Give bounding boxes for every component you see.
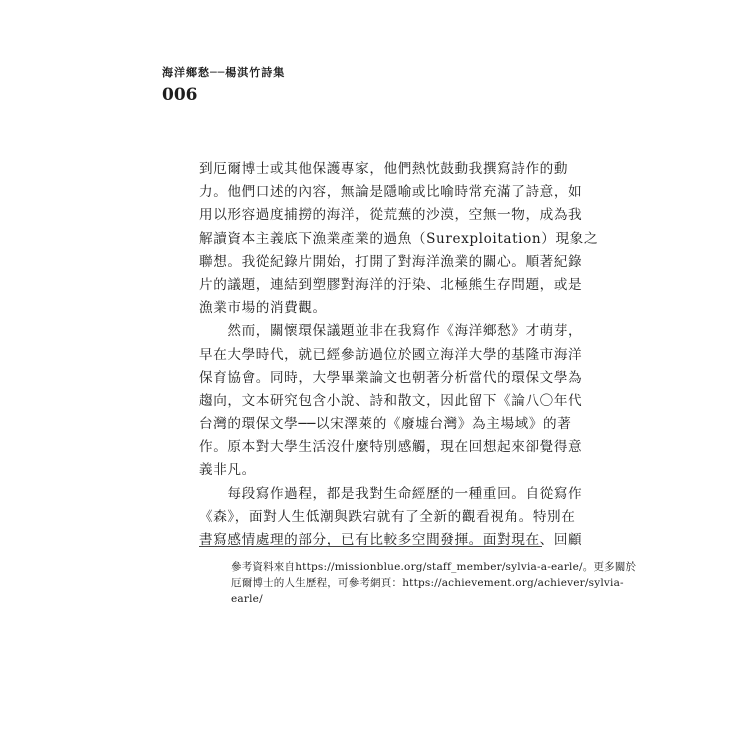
footnote-line: 參考資料來自https://missionblue.org/staff_member/sylvia-a-earle/。更多關於 (231, 561, 637, 573)
body-text-line: 早在大學時代，就已經參訪過位於國立海洋大學的基隆市海洋 (199, 346, 583, 363)
running-title: 海洋鄉愁──楊淇竹詩集 (162, 66, 286, 79)
body-text-line: 趨向，文本研究包含小說、詩和散文，因此留下《論八〇年代 (199, 392, 583, 409)
body-text-line: 漁業市場的消費觀。 (199, 300, 327, 317)
footnote-line: 厄爾博士的人生歷程，可參考網頁：https://achievement.org/achiever/sylvia- (231, 577, 624, 589)
page-number: 006 (162, 85, 198, 105)
body-text-line: 作。原本對大學生活沒什麼特別感觸，現在回想起來卻覺得意 (199, 439, 583, 456)
footnote (231, 559, 637, 607)
body-text-line: 然而，關懷環保議題並非在我寫作《海洋鄉愁》才萌芽， (199, 323, 583, 340)
body-text-line: 義非凡。 (199, 462, 256, 479)
footnote-divider (199, 546, 542, 547)
body-text-line: 解讀資本主義底下漁業產業的過魚（Surexploitation）現象之 (199, 230, 599, 247)
body-text-line: 台灣的環保文學──以宋澤萊的《廢墟台灣》為主場域》的著 (199, 416, 572, 433)
body-text-line: 用以形容過度捕撈的海洋，從荒蕪的沙漠，空無一物，成為我 (199, 207, 583, 224)
body-text-line: 書寫感情處理的部分，已有比較多空間發揮。面對現在、回顧 (199, 532, 583, 548)
body-text-line: 《森》，面對人生低潮與跌宕就有了全新的觀看視角。特別在 (199, 508, 576, 525)
body-text-line: 到厄爾博士或其他保護專家，他們熱忱鼓動我撰寫詩作的動 (199, 161, 569, 177)
page-header (162, 65, 582, 105)
body-text-line: 保育協會。同時，大學畢業論文也朝著分析當代的環保文學為 (199, 369, 583, 386)
body-text-line: 聯想。我從紀錄片開始，打開了對海洋漁業的關心。順著紀錄 (199, 253, 583, 270)
body-text-line: 每段寫作過程，都是我對生命經歷的一種重回。自從寫作 (199, 485, 583, 502)
footnote-line: earle/ (231, 593, 263, 605)
body-text (199, 158, 599, 552)
body-text-line: 片的議題，連結到塑膠對海洋的汙染、北極熊生存問題，或是 (199, 276, 583, 293)
body-text-line: 力。他們口述的內容，無論是隱喻或比喻時常充滿了詩意，如 (199, 184, 583, 201)
